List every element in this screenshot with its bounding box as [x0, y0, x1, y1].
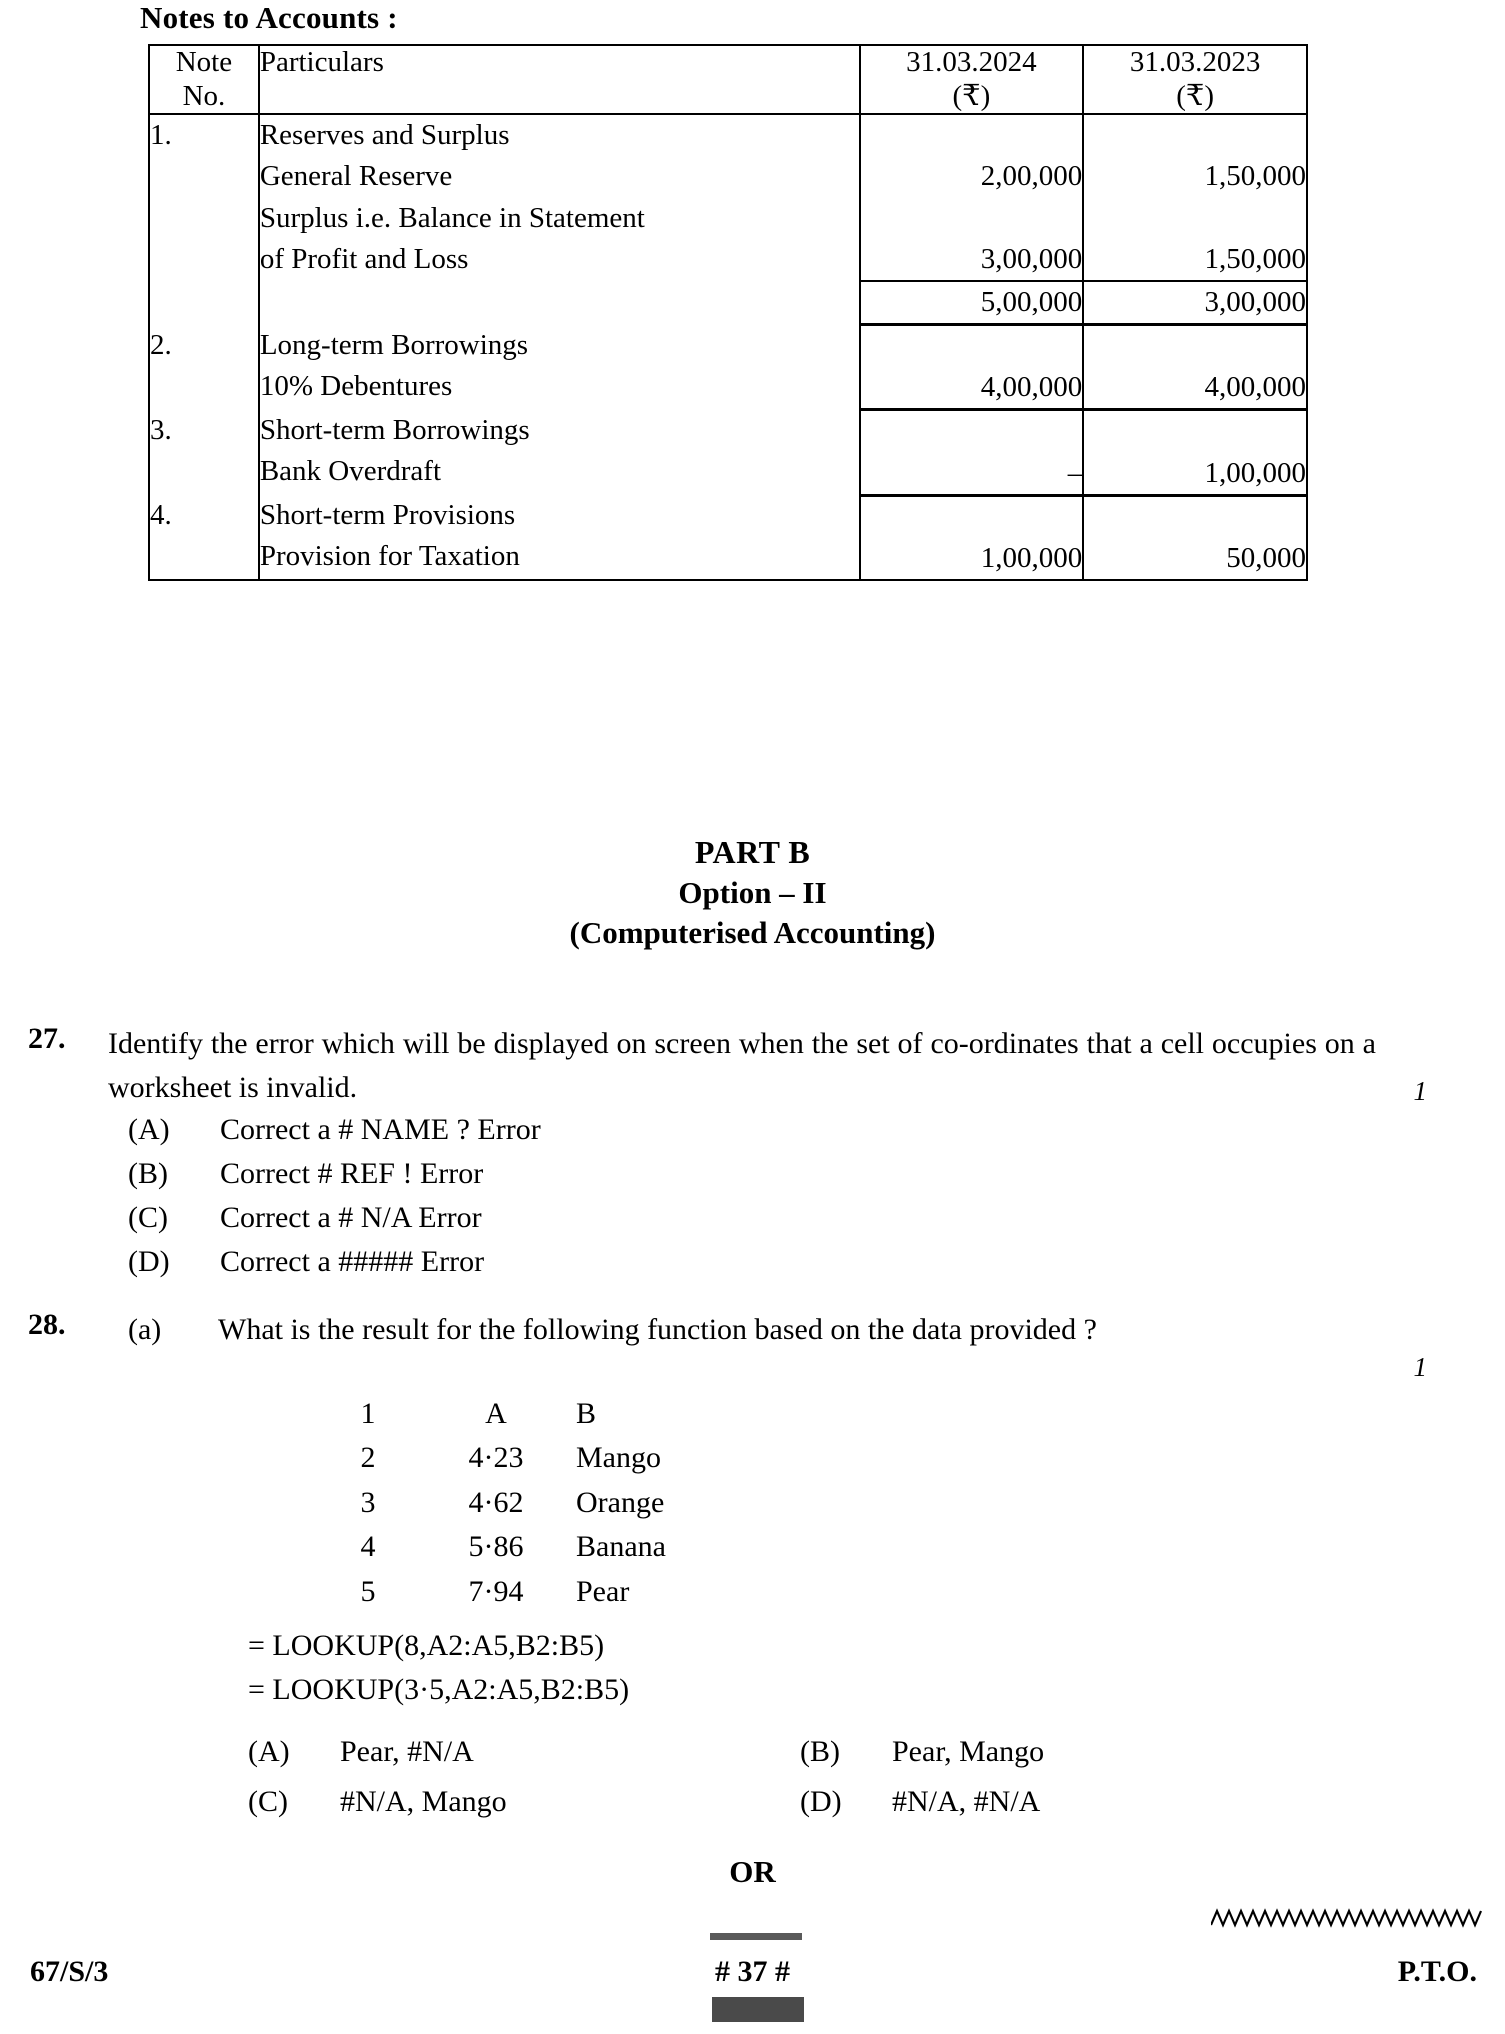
row4-amount-2024	[860, 495, 1084, 580]
sheet-row-number-5: 5	[360, 1574, 376, 1608]
row2-line-1: 10% Debentures	[259, 369, 453, 402]
q28-option-d[interactable]	[800, 1780, 1040, 1824]
table-row	[149, 495, 1307, 580]
sheet-row-number-3: 3	[360, 1485, 376, 1519]
q27-number: 27.	[28, 1022, 66, 1055]
sheet-row	[320, 1392, 666, 1436]
zigzag-decoration-icon	[1211, 1903, 1483, 1937]
part-b-heading: PART B	[694, 834, 811, 870]
header-year-2023	[1083, 45, 1307, 114]
sheet-cell-b4: Banana	[576, 1530, 666, 1564]
q28-option-c[interactable]	[248, 1780, 507, 1824]
header-year-2023-date: 31.03.2023	[1129, 46, 1261, 78]
row1-amount-2024-general-reserve: 2,00,000	[980, 160, 1083, 193]
q28-option-c-text: #N/A, Mango	[340, 1785, 507, 1818]
q28-sub-label: (a)	[128, 1313, 162, 1346]
row1-amount-2024	[860, 114, 1084, 281]
q28-option-b-label: (B)	[800, 1735, 840, 1768]
row1-line-1: General Reserve	[259, 160, 453, 193]
sheet-row-number-2: 2	[360, 1441, 376, 1475]
sheet-row-number-1: 1	[360, 1397, 376, 1430]
notes-to-accounts-table	[148, 44, 1308, 581]
footer-top-bar	[710, 1933, 802, 1940]
footer-bottom-bar	[712, 1997, 804, 2022]
sheet-cell-a3: 4·62	[468, 1485, 524, 1519]
row4-amount-2023-provision-taxation: 50,000	[1226, 541, 1306, 574]
row1-total-2023: 3,00,000	[1083, 281, 1307, 325]
q28-option-d-text: #N/A, #N/A	[892, 1785, 1041, 1818]
row3-line-0: Short-term Borrowings	[259, 413, 530, 446]
spreadsheet-table	[320, 1392, 666, 1614]
or-separator: OR	[729, 1854, 776, 1889]
q27-option-a-text: Correct a # NAME ? Error	[220, 1113, 541, 1146]
header-note-no-line2: No.	[182, 79, 226, 112]
q27-option-d-label: (D)	[128, 1245, 170, 1278]
q27-option-d-text: Correct a ##### Error	[220, 1245, 485, 1278]
q28-marks: 1	[1413, 1352, 1427, 1382]
q27-option-a[interactable]	[128, 1108, 541, 1152]
sheet-row	[320, 1436, 666, 1480]
q28-number: 28.	[28, 1308, 66, 1341]
q28-option-d-label: (D)	[800, 1785, 842, 1818]
q28-spreadsheet-grid	[320, 1392, 666, 1614]
row2-note-no: 2.	[149, 325, 259, 410]
q28-option-a-text: Pear, #N/A	[340, 1735, 474, 1768]
header-note-no	[149, 45, 259, 114]
row1-line-3: of Profit and Loss	[259, 242, 469, 275]
q28-option-b[interactable]	[800, 1730, 1044, 1774]
sheet-row	[320, 1481, 666, 1525]
row1-line-2: Surplus i.e. Balance in Statement	[259, 201, 645, 234]
row2-line-0: Long-term Borrowings	[259, 328, 529, 361]
q27-marks: 1	[1413, 1076, 1427, 1106]
row4-amount-2024-provision-taxation: 1,00,000	[980, 541, 1083, 574]
row4-particulars	[259, 495, 860, 580]
row4-line-0: Short-term Provisions	[259, 499, 516, 532]
row1-amount-2024-surplus: 3,00,000	[980, 242, 1083, 275]
q28-option-a[interactable]	[248, 1730, 474, 1774]
q27-option-b[interactable]	[128, 1152, 483, 1196]
computerised-accounting-heading: (Computerised Accounting)	[569, 915, 936, 951]
q28-formula-1: = LOOKUP(8,A2:A5,B2:B5)	[248, 1629, 605, 1662]
sheet-cell-a2: 4·23	[468, 1441, 524, 1475]
row3-amount-2024	[860, 410, 1084, 495]
row3-note-no: 3.	[149, 410, 259, 495]
table-row	[149, 114, 1307, 281]
row3-line-1: Bank Overdraft	[259, 455, 442, 488]
row1-total-particulars	[259, 281, 860, 325]
sheet-row-number-4: 4	[360, 1530, 376, 1564]
header-year-2024	[860, 45, 1084, 114]
row1-amount-2023-general-reserve: 1,50,000	[1204, 160, 1306, 193]
q28-option-c-label: (C)	[248, 1785, 288, 1818]
row1-amount-2023-surplus: 1,50,000	[1204, 242, 1306, 275]
q28-text: What is the result for the following function based on the data provided ?	[218, 1313, 1097, 1346]
table-row	[149, 325, 1307, 410]
q27-option-b-label: (B)	[128, 1157, 168, 1190]
header-year-2024-date: 31.03.2024	[906, 46, 1037, 78]
sheet-col-a-header: A	[485, 1397, 507, 1430]
q27-option-a-label: (A)	[128, 1113, 170, 1146]
row1-particulars	[259, 114, 860, 281]
table-header-row	[149, 45, 1307, 114]
row1-total-note-no	[149, 281, 259, 325]
q28-option-a-label: (A)	[248, 1735, 290, 1768]
sheet-col-b-header: B	[576, 1397, 597, 1430]
row2-amount-2024-debentures: 4,00,000	[980, 371, 1083, 404]
q27-option-c-text: Correct a # N/A Error	[220, 1201, 482, 1234]
q27-option-c-label: (C)	[128, 1201, 168, 1234]
q28-formula-2: = LOOKUP(3·5,A2:A5,B2:B5)	[248, 1673, 630, 1706]
row2-particulars	[259, 325, 860, 410]
row2-amount-2024	[860, 325, 1084, 410]
row3-amount-2024-bank-overdraft: –	[1067, 456, 1083, 489]
option-ii-heading: Option – II	[678, 874, 827, 910]
q27-option-c[interactable]	[128, 1196, 482, 1240]
footer-pto: P.T.O.	[1397, 1955, 1477, 1988]
q27-text: Identify the error which will be displayed on screen when the set of co-ordinates that a cell occupies on a worksheet is invalid.	[108, 1027, 1376, 1105]
sheet-cell-b3: Orange	[576, 1485, 665, 1519]
sheet-cell-a4: 5·86	[468, 1530, 524, 1564]
table-row-total	[149, 281, 1307, 325]
header-year-2024-unit: (₹)	[952, 79, 991, 112]
header-year-2023-unit: (₹)	[1176, 79, 1214, 112]
row3-particulars	[259, 410, 860, 495]
sheet-cell-b5: Pear	[576, 1574, 630, 1608]
q28-option-b-text: Pear, Mango	[892, 1735, 1045, 1768]
sheet-row	[320, 1525, 666, 1569]
row2-amount-2023	[1083, 325, 1307, 410]
header-particulars: Particulars	[259, 45, 860, 114]
row4-amount-2023	[1083, 495, 1307, 580]
row1-line-0: Reserves and Surplus	[259, 119, 510, 152]
row3-amount-2023	[1083, 410, 1307, 495]
part-headings	[0, 832, 1505, 954]
sheet-row	[320, 1570, 666, 1614]
row2-amount-2023-debentures: 4,00,000	[1204, 371, 1306, 404]
row1-note-no: 1.	[149, 114, 259, 281]
row1-amount-2023	[1083, 114, 1307, 281]
row3-amount-2023-bank-overdraft: 1,00,000	[1204, 456, 1306, 489]
footer-page-mark: # 37 #	[715, 1955, 790, 1988]
q27-option-d[interactable]	[128, 1240, 484, 1284]
table-row	[149, 410, 1307, 495]
notes-to-accounts-heading: Notes to Accounts :	[140, 0, 398, 35]
sheet-cell-a5: 7·94	[468, 1574, 524, 1608]
header-note-no-line1: Note	[175, 46, 233, 78]
sheet-cell-b2: Mango	[576, 1441, 661, 1475]
row4-line-1: Provision for Taxation	[259, 540, 520, 573]
row4-note-no: 4.	[149, 495, 259, 580]
q27-option-b-text: Correct # REF ! Error	[220, 1157, 484, 1190]
footer-paper-code: 67/S/3	[30, 1955, 109, 1988]
row1-total-2024: 5,00,000	[860, 281, 1084, 325]
